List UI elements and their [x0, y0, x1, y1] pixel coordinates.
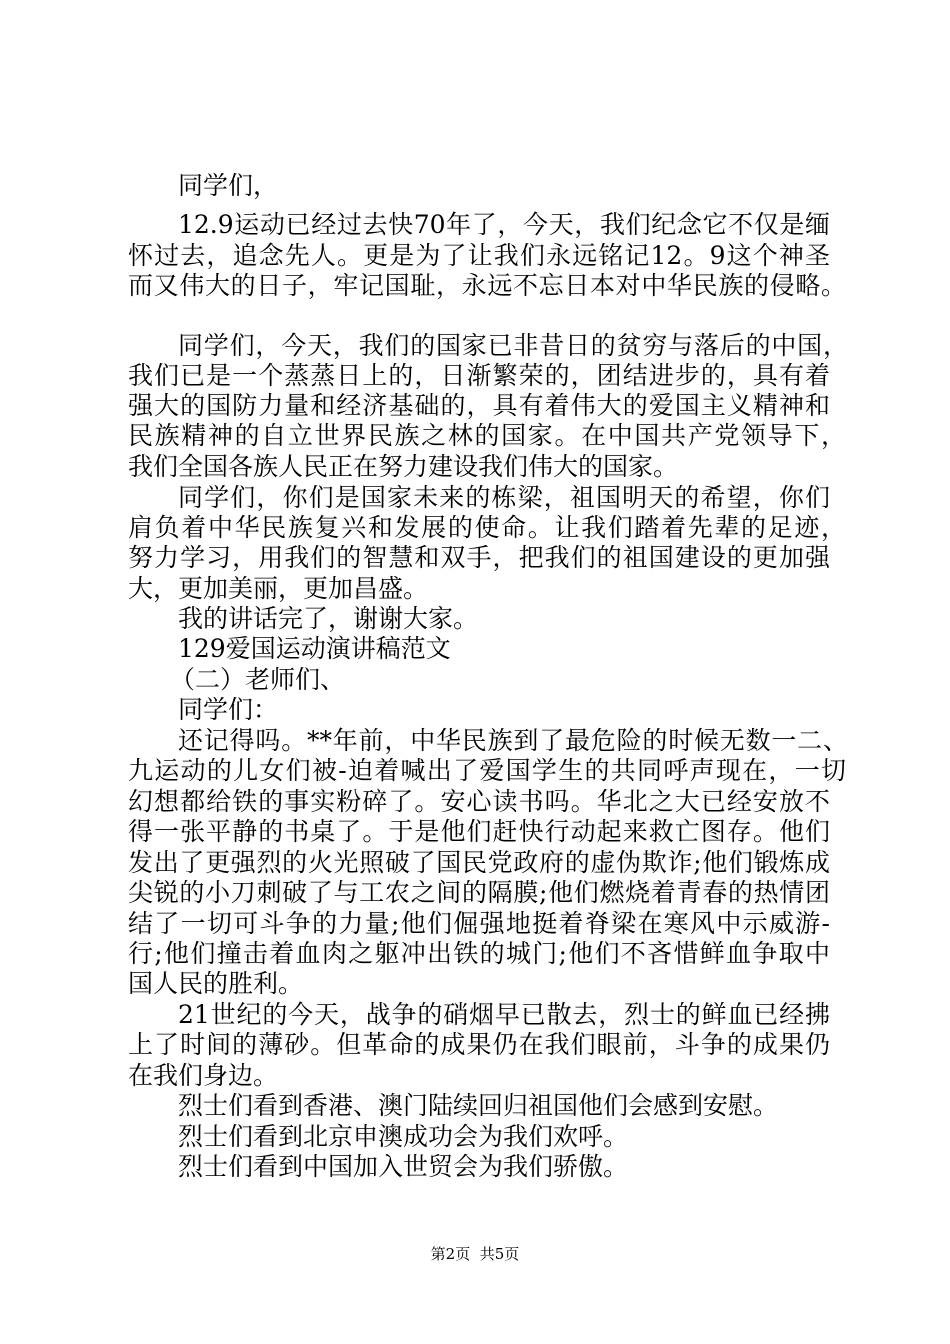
- text-line: 12.9运动已经过去快70年了，今天，我们纪念它不仅是缅: [178, 210, 830, 239]
- text-line: 同学们，你们是国家未来的栋梁，祖国明天的希望，你们: [178, 483, 830, 512]
- text-line: 结了一切可斗争的力量;他们倔强地挺着脊梁在寒风中示威游-: [128, 909, 830, 938]
- text-line: 烈士们看到北京申澳成功会为我们欢呼。: [178, 1122, 629, 1151]
- text-line: 怀过去，追念先人。更是为了让我们永远铭记12。9这个神圣: [128, 241, 830, 270]
- text-line: 同学们，: [178, 171, 279, 200]
- page-number-current: 第2页: [430, 1245, 471, 1263]
- page-footer: [0, 1244, 950, 1264]
- text-line: 烈士们看到中国加入世贸会为我们骄傲。: [178, 1152, 629, 1181]
- text-line: 而又伟大的日子，牢记国耻，永远不忘日本对中华民族的侵略。: [128, 271, 846, 300]
- text-line: 幻想都给铁的事实粉碎了。安心读书吗。华北之大已经安放不: [128, 787, 830, 816]
- text-line: 大，更加美丽，更加昌盛。: [128, 574, 429, 603]
- text-line: 九运动的儿女们被-迫着喊出了爱国学生的共同呼声现在，一切: [128, 756, 846, 785]
- text-line: 我们全国各族人民正在努力建设我们伟大的国家。: [128, 452, 679, 481]
- text-line: （二）老师们、: [170, 665, 346, 694]
- text-line: 民族精神的自立世界民族之林的国家。在中国共产党领导下，: [128, 421, 846, 450]
- text-line: 129爱国运动演讲稿范文: [178, 634, 451, 663]
- page-number-total: 共5页: [479, 1245, 520, 1263]
- text-line: 尖锐的小刀刺破了与工农之间的隔膜;他们燃烧着青春的热情团: [128, 878, 830, 907]
- footer-spacer: [470, 1245, 480, 1263]
- text-line: 得一张平静的书桌了。于是他们赶快行动起来救亡图存。他们: [128, 817, 830, 846]
- text-line: 同学们，今天，我们的国家已非昔日的贫穷与落后的中国，: [178, 331, 848, 360]
- text-line: 上了时间的薄砂。但革命的成果仍在我们眼前，斗争的成果仍: [128, 1030, 830, 1059]
- text-line: 在我们身边。: [128, 1061, 279, 1090]
- text-line: 国人民的胜利。: [128, 969, 304, 998]
- text-line: 努力学习，用我们的智慧和双手，把我们的祖国建设的更加强: [128, 543, 830, 572]
- text-line: 我们已是一个蒸蒸日上的，日渐繁荣的，团结进步的，具有着: [128, 361, 830, 390]
- text-line: 肩负着中华民族复兴和发展的使命。让我们踏着先辈的足迹，: [128, 513, 846, 542]
- text-line: 还记得吗。**年前，中华民族到了最危险的时候无数一二、: [178, 726, 848, 755]
- text-line: 烈士们看到香港、澳门陆续回归祖国他们会感到安慰。: [178, 1091, 779, 1120]
- text-line: 发出了更强烈的火光照破了国民党政府的虚伪欺诈;他们锻炼成: [128, 848, 830, 877]
- text-line: 21世纪的今天，战争的硝烟早已散去，烈士的鲜血已经拂: [178, 1000, 830, 1029]
- text-line: 行;他们撞击着血肉之躯冲出铁的城门;他们不吝惜鲜血争取中: [128, 939, 830, 968]
- text-line: 同学们：: [178, 695, 279, 724]
- text-line: 强大的国防力量和经济基础的，具有着伟大的爱国主义精神和: [128, 391, 830, 420]
- text-line: 我的讲话完了，谢谢大家。: [178, 604, 479, 633]
